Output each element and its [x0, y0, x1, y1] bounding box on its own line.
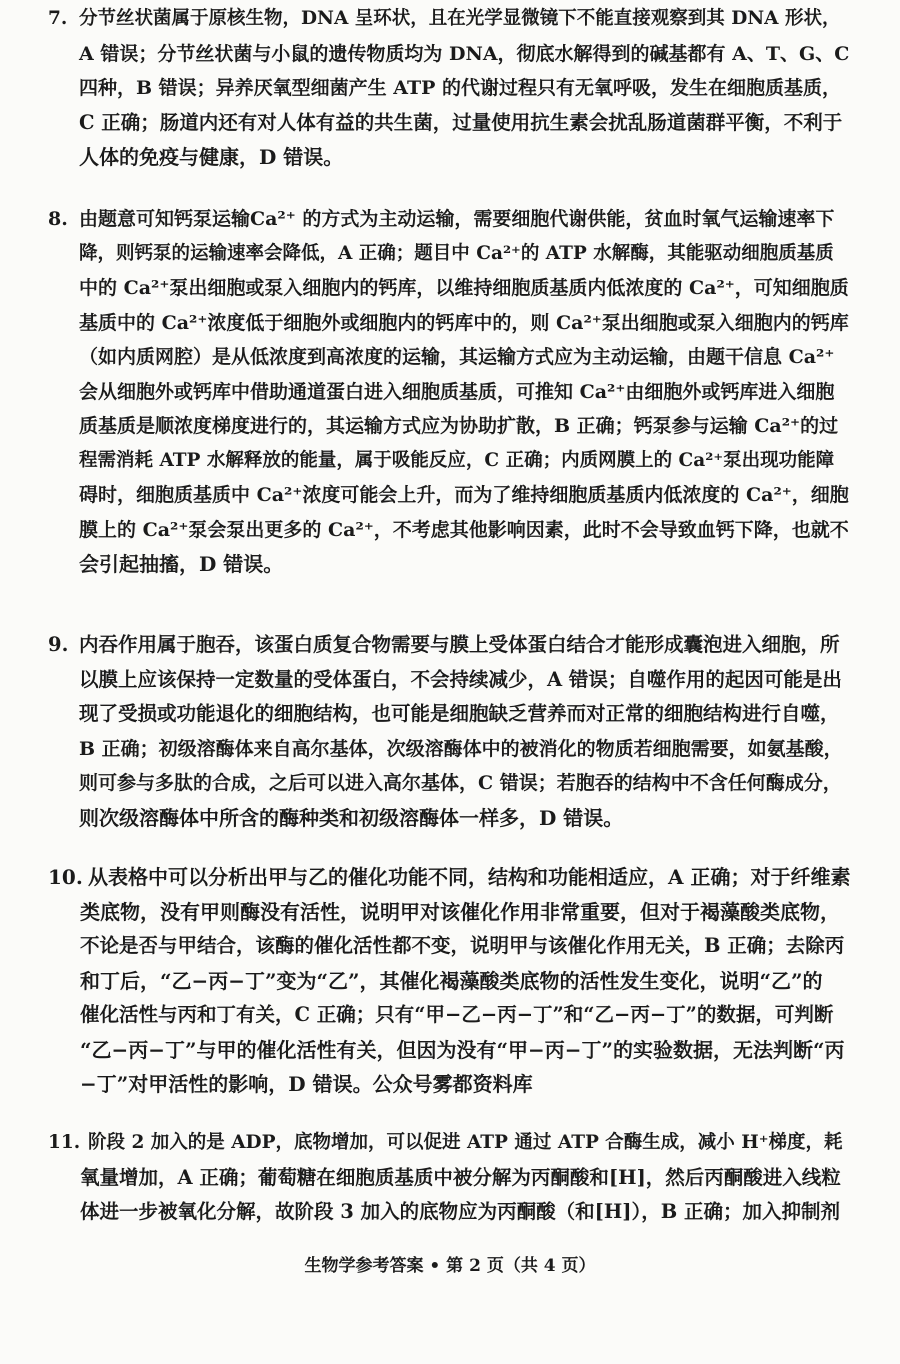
item-text: 阶段 2 加入的是 ADP，底物增加，可以促进 ATP 通过 ATP 合酶生成，减小 H⁺梯度，耗 [88, 1132, 843, 1153]
item-line: 会引起抽搐，D 错误。 [79, 552, 284, 576]
item-line: −丁”对甲活性的影响，D 错误。公众号雾都资料库 [80, 1072, 533, 1096]
item-line [48, 2, 852, 37]
item-line: 人体的免疫与健康，D 错误。 [79, 145, 344, 169]
answer-item-8 [48, 202, 852, 582]
answer-item-11 [48, 1126, 852, 1230]
item-line: 和丁后，“乙−丙−丁”变为“乙”，其催化褐藻酸类底物的活性发生变化，说明“乙”的 [80, 968, 823, 993]
item-line: 催化活性与丙和丁有关，C 正确；只有“甲−乙−丙−丁”和“乙−丙−丁”的数据，可判断 [80, 1003, 834, 1026]
item-text: 从表格中可以分析出甲与乙的催化功能不同，结构和功能相适应，A 正确；对于纤维素 [88, 865, 851, 889]
item-line: 则次级溶酶体中所含的酶种类和初级溶酶体一样多，D 错误。 [79, 805, 624, 830]
answer-item-10 [48, 860, 852, 1102]
item-line: “乙−丙−丁”与甲的催化活性有关，但因为没有“甲−丙−丁”的实验数据，无法判断“丙 [80, 1037, 845, 1062]
item-line: （如内质网腔）是从低浓度到高浓度的运输，其运输方式应为主动运输，由题干信息 Ca²⁺ [79, 346, 835, 368]
item-line: 基质中的 Ca²⁺浓度低于细胞外或细胞内的钙库中的，则 Ca²⁺泵出细胞或泵入细胞内的钙库 [79, 311, 849, 334]
page-footer: 生物学参考答案 • 第 2 页（共 4 页） [304, 1256, 596, 1276]
item-line [48, 1126, 852, 1161]
item-line: B 正确；初级溶酶体来自高尔基体，次级溶酶体中的被消化的物质若细胞需要，如氨基酸， [79, 737, 843, 760]
item-number: 8. [48, 208, 68, 230]
item-line: 氧量增加，A 正确；葡萄糖在细胞质基质中被分解为丙酮酸和[H]，然后丙酮酸进入线粒 [80, 1165, 841, 1189]
item-number: 11. [48, 1132, 81, 1153]
item-text: 分节丝状菌属于原核生物，DNA 呈环状，且在光学显微镜下不能直接观察到其 DNA 形状， [79, 8, 841, 29]
item-line [48, 860, 852, 895]
item-line: 膜上的 Ca²⁺泵会泵出更多的 Ca²⁺，不考虑其他影响因素，此时不会导致血钙下降，也就不 [79, 518, 849, 541]
item-number: 7. [48, 8, 68, 29]
item-line: 以膜上应该保持一定数量的受体蛋白，不会持续减少，A 错误；自噬作用的起因可能是出 [79, 667, 842, 691]
answer-item-7 [48, 2, 852, 175]
answer-item-9 [48, 628, 852, 835]
item-line [48, 202, 852, 237]
item-text: 由题意可知钙泵运输Ca²⁺ 的方式为主动运输，需要细胞代谢供能，贫血时氧气运输速率下 [79, 208, 835, 230]
item-line: 降，则钙泵的运输速率会降低，A 正确；题目中 Ca²⁺的 ATP 水解酶，其能驱动细胞质基质 [79, 242, 834, 264]
item-line: 碍时，细胞质基质中 Ca²⁺浓度可能会上升，而为了维持细胞质基质内低浓度的 Ca²⁺，细胞 [79, 484, 849, 506]
item-line: C 正确；肠道内还有对人体有益的共生菌，过量使用抗生素会扰乱肠道菌群平衡，不利于 [79, 110, 843, 134]
item-line: 质基质是顺浓度梯度进行的，其运输方式应为协助扩散，B 正确；钙泵参与运输 Ca²⁺的过 [79, 415, 839, 437]
item-number: 9. [48, 633, 69, 656]
item-line: 则可参与多肽的合成，之后可以进入高尔基体，C 错误；若胞吞的结构中不含任何酶成分， [79, 772, 842, 794]
item-text: 内吞作用属于胞吞，该蛋白质复合物需要与膜上受体蛋白结合才能形成囊泡进入细胞，所 [79, 633, 840, 656]
item-line: 类底物，没有甲则酶没有活性，说明甲对该催化作用非常重要，但对于褐藻酸类底物， [80, 899, 840, 924]
item-line: 中的 Ca²⁺泵出细胞或泵入细胞内的钙库，以维持细胞质基质内低浓度的 Ca²⁺，可知细胞质 [79, 277, 849, 299]
item-line [48, 628, 852, 663]
item-line: 不论是否与甲结合，该酶的催化活性都不变，说明甲与该催化作用无关，B 正确；去除丙 [80, 934, 845, 957]
item-line: 四种，B 错误；异养厌氧型细菌产生 ATP 的代谢过程只有无氧呼吸，发生在细胞质基质， [79, 77, 842, 99]
item-line: A 错误；分节丝状菌与小鼠的遗传物质均为 DNA，彻底水解得到的碱基都有 A、T、G、C [79, 42, 850, 65]
item-line: 会从细胞外或钙库中借助通道蛋白进入细胞质基质，可推知 Ca²⁺由细胞外或钙库进入细胞 [79, 380, 835, 403]
item-line: 现了受损或功能退化的细胞结构，也可能是细胞缺乏营养而对正常的细胞结构进行自噬， [79, 702, 840, 725]
item-number: 10. [48, 865, 83, 889]
item-line: 体进一步被氧化分解，故阶段 3 加入的底物应为丙酮酸（和[H]），B 正确；加入抑制剂 [80, 1200, 841, 1223]
item-line: 程需消耗 ATP 水解释放的能量，属于吸能反应，C 正确；内质网膜上的 Ca²⁺泵出现功能障 [79, 449, 835, 471]
